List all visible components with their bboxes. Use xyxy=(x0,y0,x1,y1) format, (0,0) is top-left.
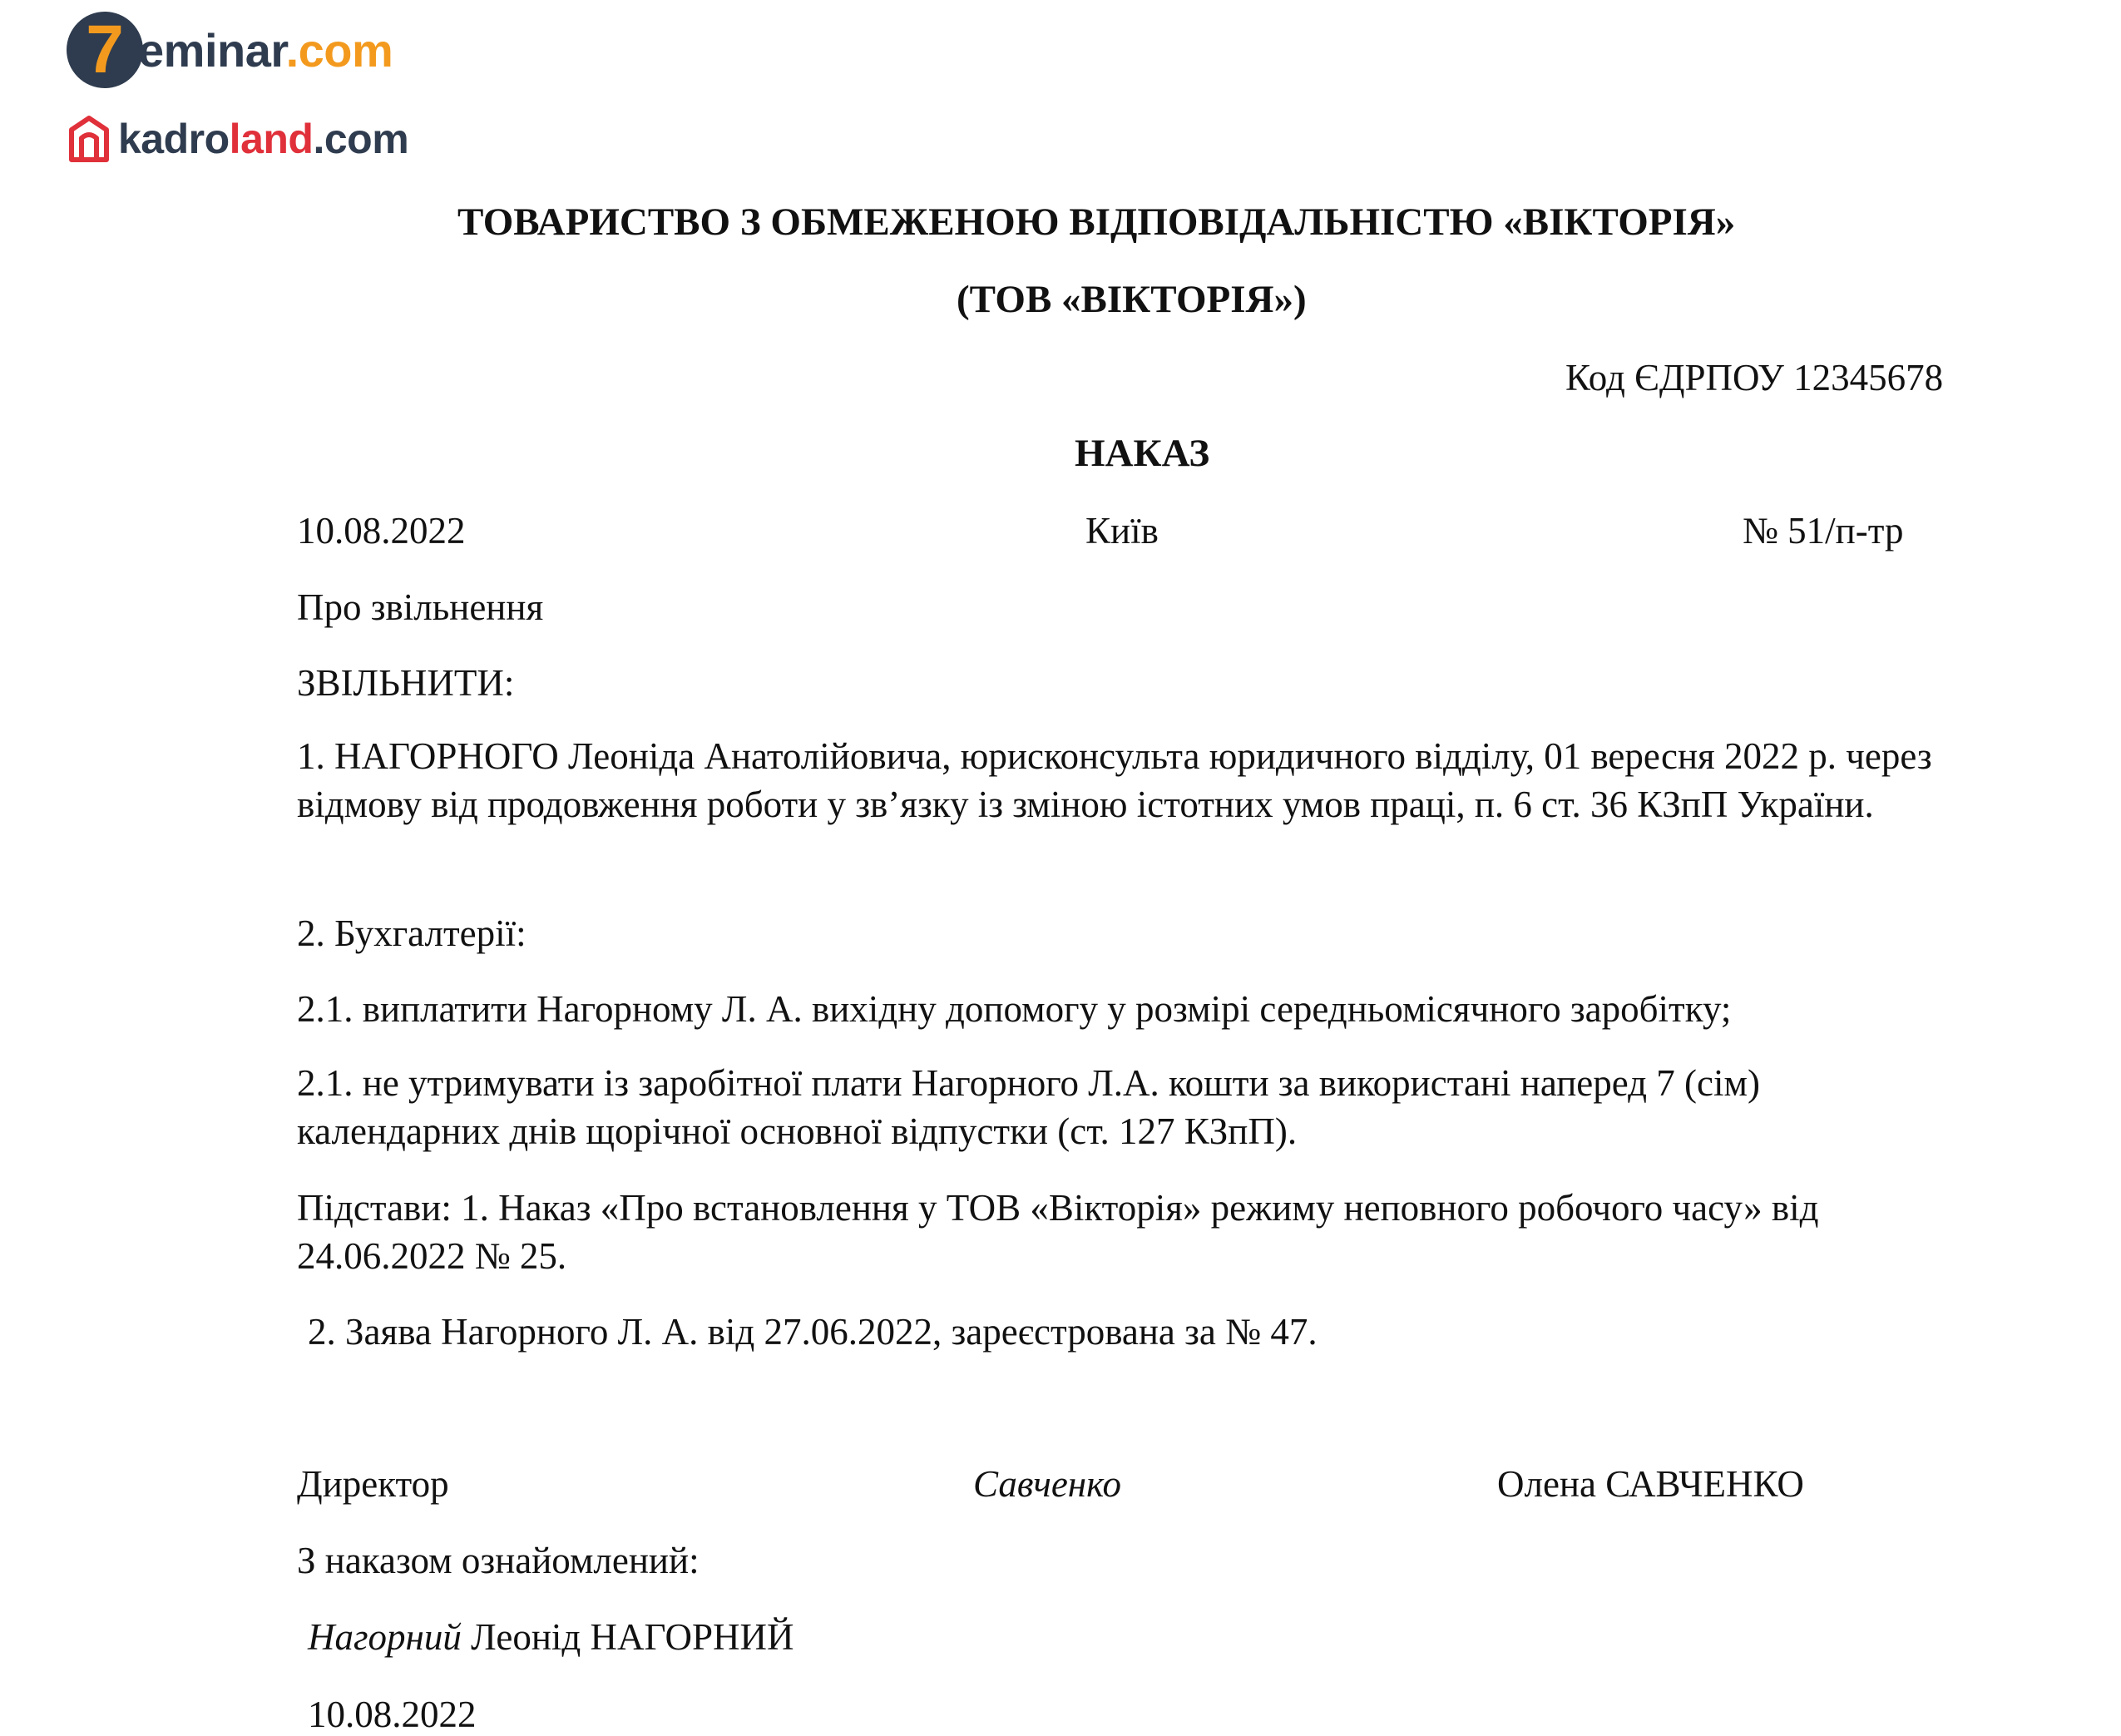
kadroland-text-kadro: kadro xyxy=(118,116,230,162)
acknowledgement-date: 10.08.2022 xyxy=(308,1694,477,1735)
employee-sign-line xyxy=(308,1615,794,1659)
seminar-logo-text-domain: .com xyxy=(285,23,393,77)
order-date: 10.08.2022 xyxy=(297,510,466,551)
director-name: Олена САВЧЕНКО xyxy=(1497,1463,1804,1505)
director-signature: Савченко xyxy=(973,1463,1121,1505)
seminar-badge: 7 xyxy=(67,12,143,88)
org-name: ТОВАРИСТВО З ОБМЕЖЕНОЮ ВІДПОВІДАЛЬНІСТЮ «ВІКТОРІЯ» xyxy=(457,200,1736,244)
dismiss-heading: ЗВІЛЬНИТИ: xyxy=(297,662,515,704)
order-city: Київ xyxy=(1085,510,1159,551)
order-subject: Про звільнення xyxy=(297,586,544,628)
employee-name: Леонід НАГОРНИЙ xyxy=(471,1616,794,1658)
edrpou-code: Код ЄДРПОУ 12345678 xyxy=(1565,357,1944,398)
acquainted-label: З наказом ознайомлений: xyxy=(297,1540,700,1581)
order-item-2-2: 2.1. не утримувати із заробітної плати Нагорного Л.А. кошти за використані наперед 7 (сім) календарних днів щорічної основної відпустки (ст. 127 КЗпП). xyxy=(297,1062,1760,1152)
org-short-name: (ТОВ «ВІКТОРІЯ») xyxy=(957,278,1307,321)
order-item-2: 2. Бухгалтерії: xyxy=(297,913,527,954)
kadroland-text-land: land xyxy=(229,116,314,162)
order-number: № 51/п-тр xyxy=(1743,510,1904,551)
grounds-1: Підстави: 1. Наказ «Про встановлення у ТОВ «Вікторія» режиму неповного робочого часу» від 24.06.2022 № 25. xyxy=(297,1187,1819,1277)
seminar-logo-text xyxy=(138,23,393,77)
director-label: Директор xyxy=(297,1463,449,1505)
seminar-logo xyxy=(67,12,393,88)
grounds-2: 2. Заява Нагорного Л. А. від 27.06.2022, зареєстрована за № 47. xyxy=(308,1311,1318,1353)
kadroland-logo xyxy=(67,115,408,163)
kadroland-text-domain: .com xyxy=(313,116,409,162)
order-item-1: 1. НАГОРНОГО Леоніда Анатолійовича, юрисконсульта юридичного відділу, 01 вересня 2022 р. через відмову від продовження роботи у зв’язку із зміною істотних умов праці, п. 6 ст. 36 КЗпП України. xyxy=(297,735,1932,825)
order-item-2-1: 2.1. виплатити Нагорному Л. А. вихідну допомогу у розмірі середньомісячного заробітку; xyxy=(297,988,1732,1030)
kadroland-building-icon xyxy=(67,115,111,163)
document-title: НАКАЗ xyxy=(1075,432,1210,475)
seminar-logo-text-main: eminar xyxy=(138,23,286,77)
employee-signature: Нагорний xyxy=(308,1616,462,1658)
